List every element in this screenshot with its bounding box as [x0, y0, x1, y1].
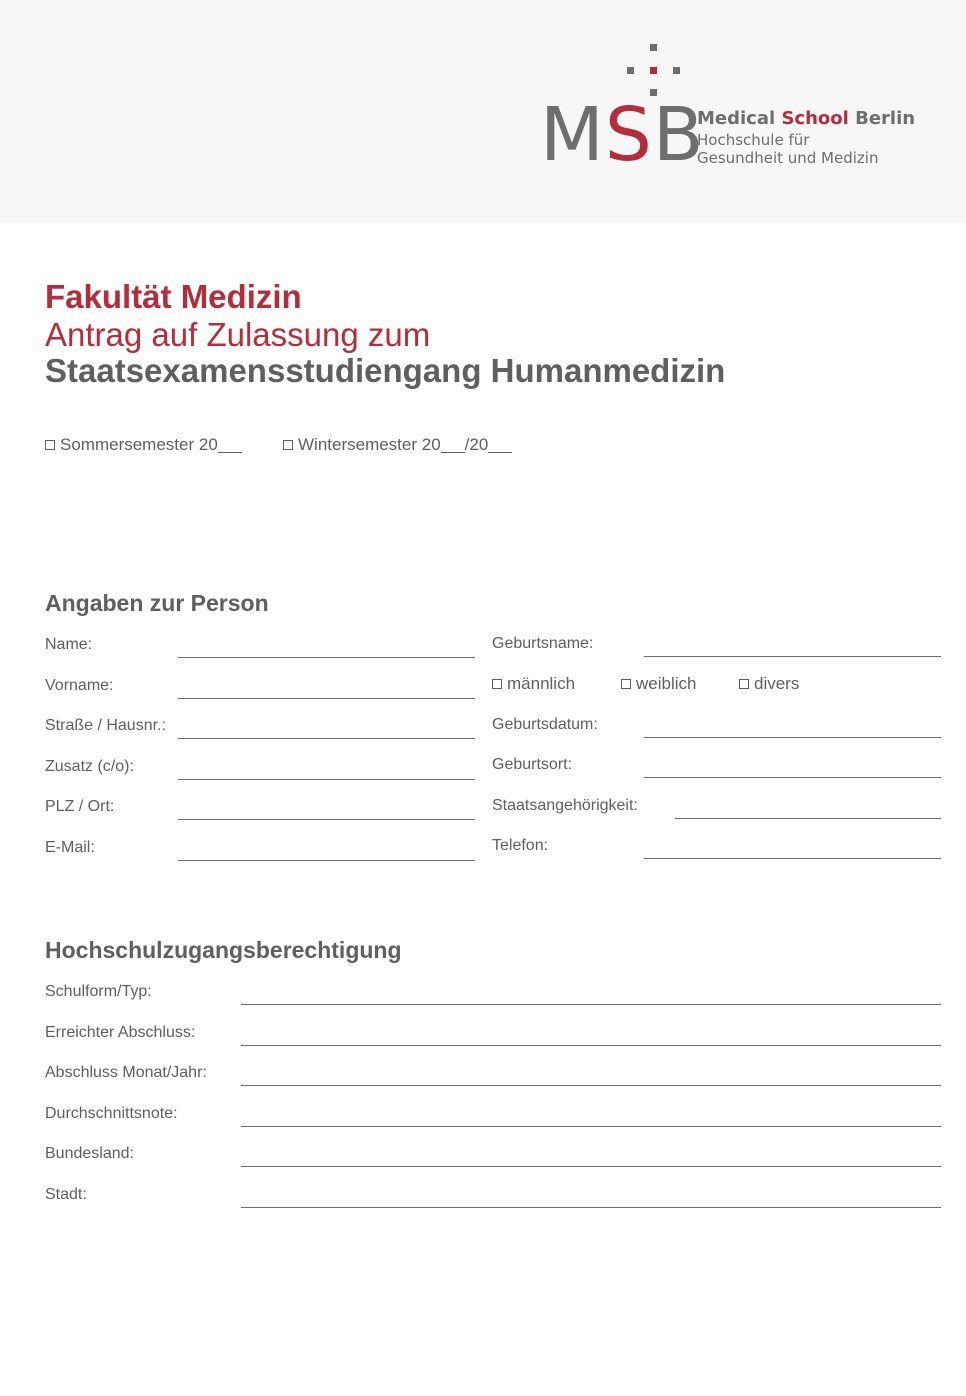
qualification-section-heading: Hochschulzugangsberechtigung: [45, 937, 402, 963]
staatsangehoerigkeit-input[interactable]: [675, 799, 941, 817]
gender-option-maennlich: [492, 674, 575, 694]
durchschnittsnote-input[interactable]: [241, 1107, 941, 1125]
logo-wordmark: [540, 92, 705, 178]
gender-divers-label: divers: [754, 674, 800, 693]
field-zusatz: [45, 758, 475, 782]
summer-semester-option: [45, 435, 242, 455]
field-abschluss: [45, 1024, 942, 1048]
field-telefon-line: [644, 858, 941, 859]
gender-weiblich-label: weiblich: [636, 674, 697, 693]
field-geburtsort: [492, 756, 942, 780]
field-geburtsort-line: [644, 777, 941, 778]
logo-cross-icon: [620, 40, 690, 100]
field-vorname: [45, 677, 475, 701]
field-name-label: Name:: [45, 636, 93, 653]
winter-semester-year2-blank[interactable]: [488, 438, 512, 453]
field-bundesland-line: [241, 1166, 941, 1167]
person-section-heading: Angaben zur Person: [45, 590, 269, 616]
field-telefon-label: Telefon:: [492, 837, 549, 854]
plz-ort-input[interactable]: [178, 800, 475, 818]
application-title: Antrag auf Zulassung zum: [45, 316, 431, 353]
field-durchschnittsnote-label: Durchschnittsnote:: [45, 1105, 178, 1122]
gender-maennlich-checkbox[interactable]: [492, 679, 502, 689]
field-name: [45, 636, 475, 660]
faculty-title: Fakultät Medizin: [45, 278, 302, 315]
winter-semester-year1-blank[interactable]: [441, 438, 465, 453]
field-geburtsdatum: [492, 716, 942, 740]
geburtsname-input[interactable]: [644, 637, 941, 655]
gender-maennlich-label: männlich: [507, 674, 576, 693]
field-schulform-line: [241, 1004, 941, 1005]
field-staatsangehoerigkeit: [492, 797, 942, 821]
field-stadt-line: [241, 1207, 941, 1208]
gender-weiblich-checkbox[interactable]: [621, 679, 631, 689]
field-staatsangehoerigkeit-label: Staatsangehörigkeit:: [492, 797, 638, 814]
schulform-input[interactable]: [241, 985, 941, 1003]
field-abschluss-datum-line: [241, 1085, 941, 1086]
gender-option-divers: [739, 674, 799, 694]
field-vorname-line: [178, 698, 475, 699]
summer-semester-year-blank[interactable]: [218, 438, 242, 453]
program-title: Staatsexamensstudiengang Humanmedizin: [45, 352, 726, 389]
field-email: [45, 839, 475, 863]
field-geburtsdatum-line: [644, 737, 941, 738]
winter-semester-option: [283, 435, 512, 455]
name-input[interactable]: [178, 638, 475, 656]
field-abschluss-datum: [45, 1064, 942, 1088]
field-strasse-line: [178, 738, 475, 739]
geburtsort-input[interactable]: [644, 758, 941, 776]
summer-semester-checkbox[interactable]: [45, 440, 55, 450]
strasse-input[interactable]: [178, 719, 475, 737]
field-durchschnittsnote: [45, 1105, 942, 1129]
field-name-line: [178, 657, 475, 658]
summer-semester-label: Sommersemester 20: [60, 435, 218, 454]
gender-option-weiblich: [621, 674, 696, 694]
logo-letter-m: M: [540, 92, 605, 178]
winter-semester-separator: /20: [464, 435, 489, 454]
field-plz-ort-line: [178, 819, 475, 820]
field-telefon: [492, 837, 942, 861]
vorname-input[interactable]: [178, 679, 475, 697]
gender-divers-checkbox[interactable]: [739, 679, 749, 689]
field-abschluss-datum-label: Abschluss Monat/Jahr:: [45, 1064, 207, 1081]
field-zusatz-label: Zusatz (c/o):: [45, 758, 134, 775]
field-abschluss-label: Erreichter Abschluss:: [45, 1024, 196, 1041]
field-strasse: [45, 717, 475, 741]
telefon-input[interactable]: [644, 839, 941, 857]
abschluss-input[interactable]: [241, 1026, 941, 1044]
logo-subtitle-line1: Hochschule für: [697, 131, 810, 149]
geburtsdatum-input[interactable]: [644, 718, 941, 736]
logo-name-school: School: [781, 108, 849, 129]
logo-letter-s: S: [604, 92, 653, 178]
field-vorname-label: Vorname:: [45, 677, 114, 694]
logo-subtitle-line2: Gesundheit und Medizin: [697, 149, 879, 167]
field-zusatz-line: [178, 779, 475, 780]
logo-letter-b: B: [652, 92, 705, 178]
logo-name-medical: Medical: [697, 108, 776, 129]
field-geburtsname: [492, 635, 942, 659]
logo-institution-name: [697, 108, 915, 129]
field-bundesland: [45, 1145, 942, 1169]
logo-name-berlin: Berlin: [855, 108, 916, 129]
field-geburtsdatum-label: Geburtsdatum:: [492, 716, 598, 733]
field-schulform: [45, 983, 942, 1007]
field-bundesland-label: Bundesland:: [45, 1145, 134, 1162]
winter-semester-checkbox[interactable]: [283, 440, 293, 450]
field-plz-ort-label: PLZ / Ort:: [45, 798, 115, 815]
field-email-line: [178, 860, 475, 861]
field-stadt-label: Stadt:: [45, 1186, 87, 1203]
field-geburtsort-label: Geburtsort:: [492, 756, 573, 773]
field-staatsangehoerigkeit-line: [675, 818, 941, 819]
field-strasse-label: Straße / Hausnr.:: [45, 717, 166, 734]
field-geburtsname-label: Geburtsname:: [492, 635, 594, 652]
field-geburtsname-line: [644, 656, 941, 657]
field-email-label: E-Mail:: [45, 839, 95, 856]
stadt-input[interactable]: [241, 1188, 941, 1206]
field-abschluss-line: [241, 1045, 941, 1046]
bundesland-input[interactable]: [241, 1147, 941, 1165]
winter-semester-label: Wintersemester 20: [298, 435, 441, 454]
email-input[interactable]: [178, 841, 475, 859]
field-durchschnittsnote-line: [241, 1126, 941, 1127]
field-schulform-label: Schulform/Typ:: [45, 983, 152, 1000]
field-stadt: [45, 1186, 942, 1210]
zusatz-input[interactable]: [178, 760, 475, 778]
field-plz-ort: [45, 798, 475, 822]
abschluss-datum-input[interactable]: [241, 1066, 941, 1084]
